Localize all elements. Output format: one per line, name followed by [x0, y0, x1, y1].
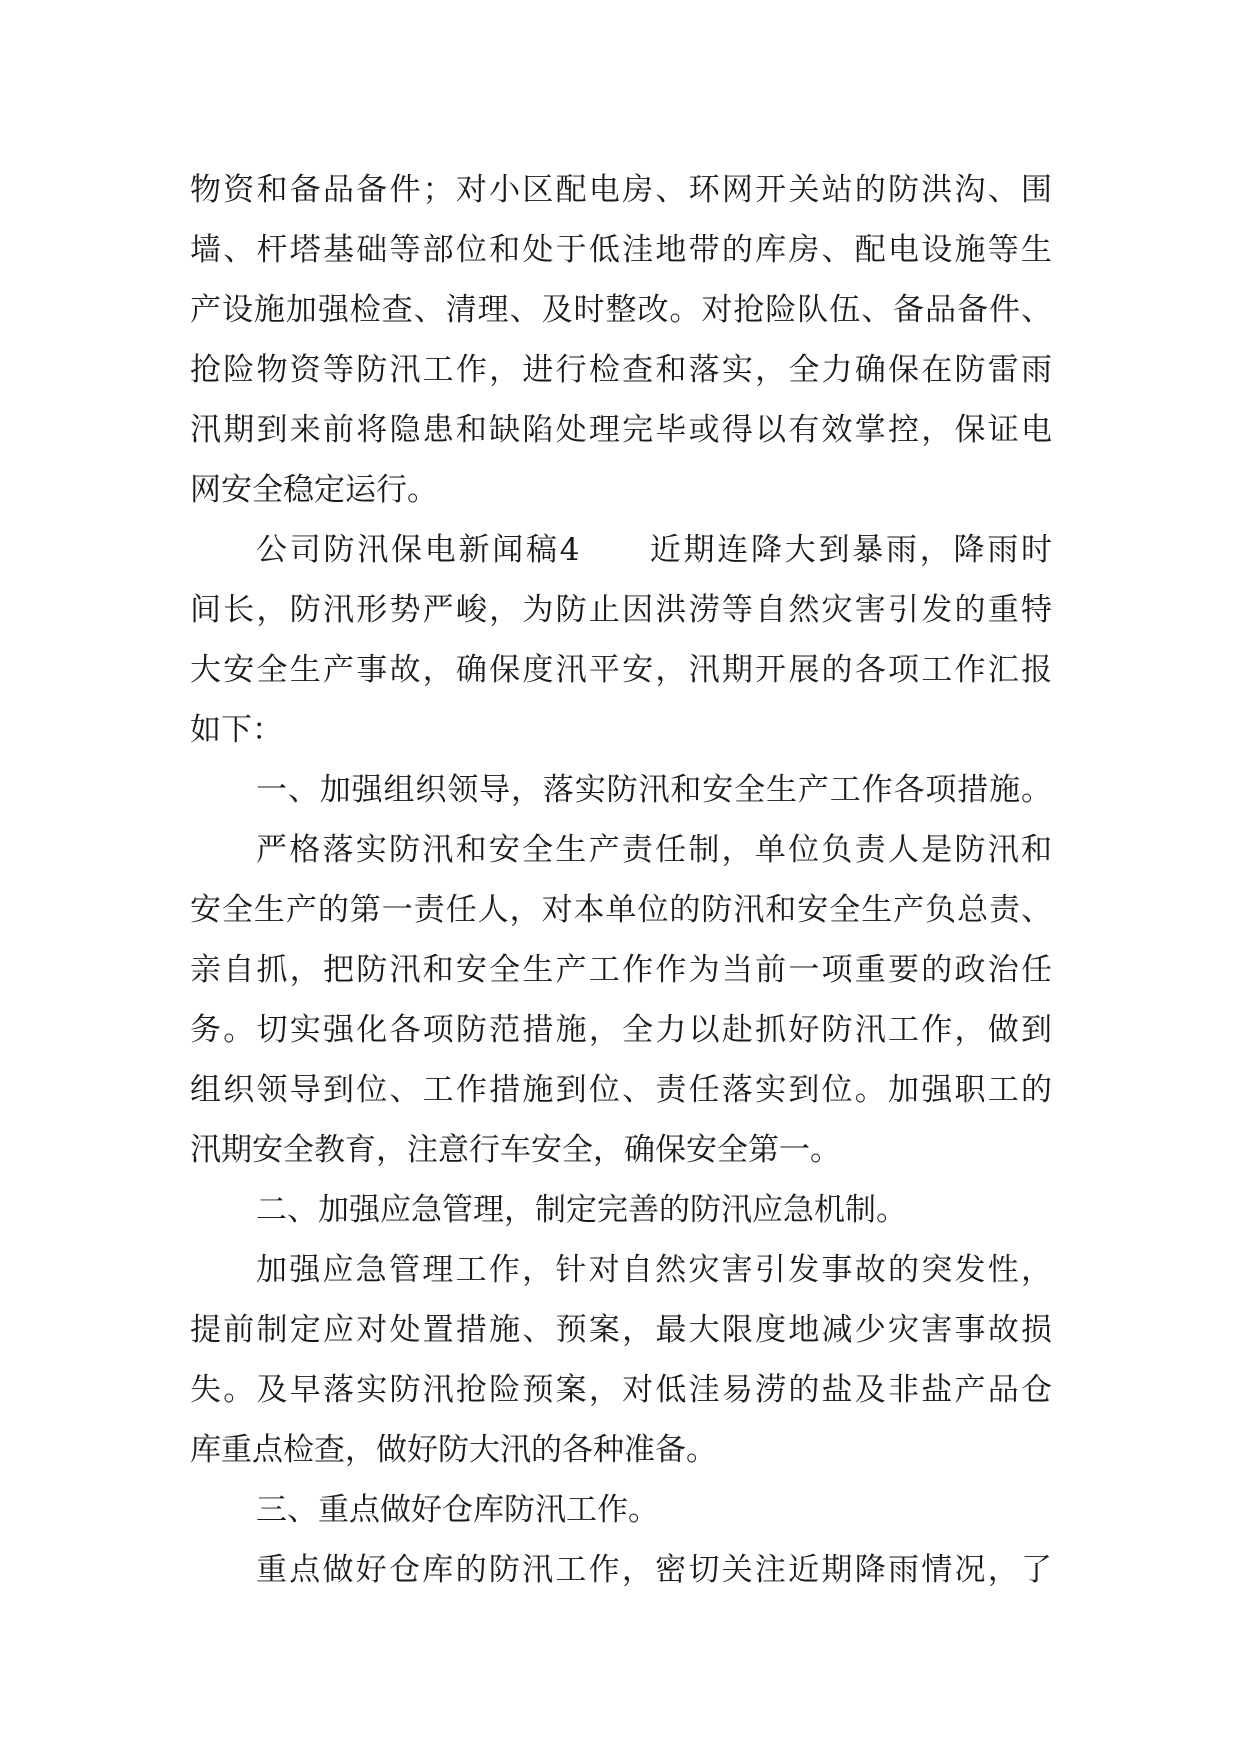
text-line-17: 汛期安全教育，注意行车安全，确保安全第一。	[190, 1132, 841, 1168]
text-line-13: 安全生产的第一责任人，对本单位的防汛和安全生产负总责、	[190, 892, 1052, 928]
text-line-21: 失。及早落实防汛抢险预案，对低洼易涝的盐及非盐产品仓	[190, 1372, 1052, 1408]
text-line-6: 网安全稳定运行。	[190, 472, 438, 508]
text-line-10: 如下：	[190, 712, 283, 748]
text-line-15: 务。切实强化各项防范措施，全力以赴抓好防汛工作，做到	[190, 1012, 1052, 1048]
text-line-22: 库重点检查，做好防大汛的各种准备。	[190, 1432, 717, 1468]
text-line-4: 抢险物资等防汛工作，进行检查和落实，全力确保在防雷雨	[190, 352, 1052, 388]
text-line-19: 加强应急管理工作，针对自然灾害引发事故的突发性，	[256, 1252, 1052, 1288]
section-heading-2: 二、加强应急管理，制定完善的防汛应急机制。	[256, 1192, 907, 1228]
text-line-7: 公司防汛保电新闻稿4 近期连降大到暴雨，降雨时	[256, 532, 1052, 568]
text-line-12: 严格落实防汛和安全生产责任制，单位负责人是防汛和	[256, 832, 1052, 868]
text-line-9: 大安全生产事故，确保度汛平安，汛期开展的各项工作汇报	[190, 652, 1052, 688]
text-line-20: 提前制定应对处置措施、预案，最大限度地减少灾害事故损	[190, 1312, 1052, 1348]
text-line-8: 间长，防汛形势严峻，为防止因洪涝等自然灾害引发的重特	[190, 592, 1052, 628]
text-line-1: 物资和备品备件；对小区配电房、环网开关站的防洪沟、围	[190, 172, 1052, 208]
text-line-24: 重点做好仓库的防汛工作，密切关注近期降雨情况，了	[256, 1552, 1052, 1588]
text-line-2: 墙、杆塔基础等部位和处于低洼地带的库房、配电设施等生	[190, 232, 1052, 268]
text-line-16: 组织领导到位、工作措施到位、责任落实到位。加强职工的	[190, 1072, 1052, 1108]
text-line-5: 汛期到来前将隐患和缺陷处理完毕或得以有效掌控，保证电	[190, 412, 1052, 448]
text-line-3: 产设施加强检查、清理、及时整改。对抢险队伍、备品备件、	[190, 292, 1052, 328]
section-heading-3: 三、重点做好仓库防汛工作。	[256, 1492, 659, 1528]
section-heading-1: 一、加强组织领导，落实防汛和安全生产工作各项措施。	[256, 772, 1052, 808]
text-line-14: 亲自抓，把防汛和安全生产工作作为当前一项重要的政治任	[190, 952, 1052, 988]
document-body	[190, 160, 1052, 1600]
